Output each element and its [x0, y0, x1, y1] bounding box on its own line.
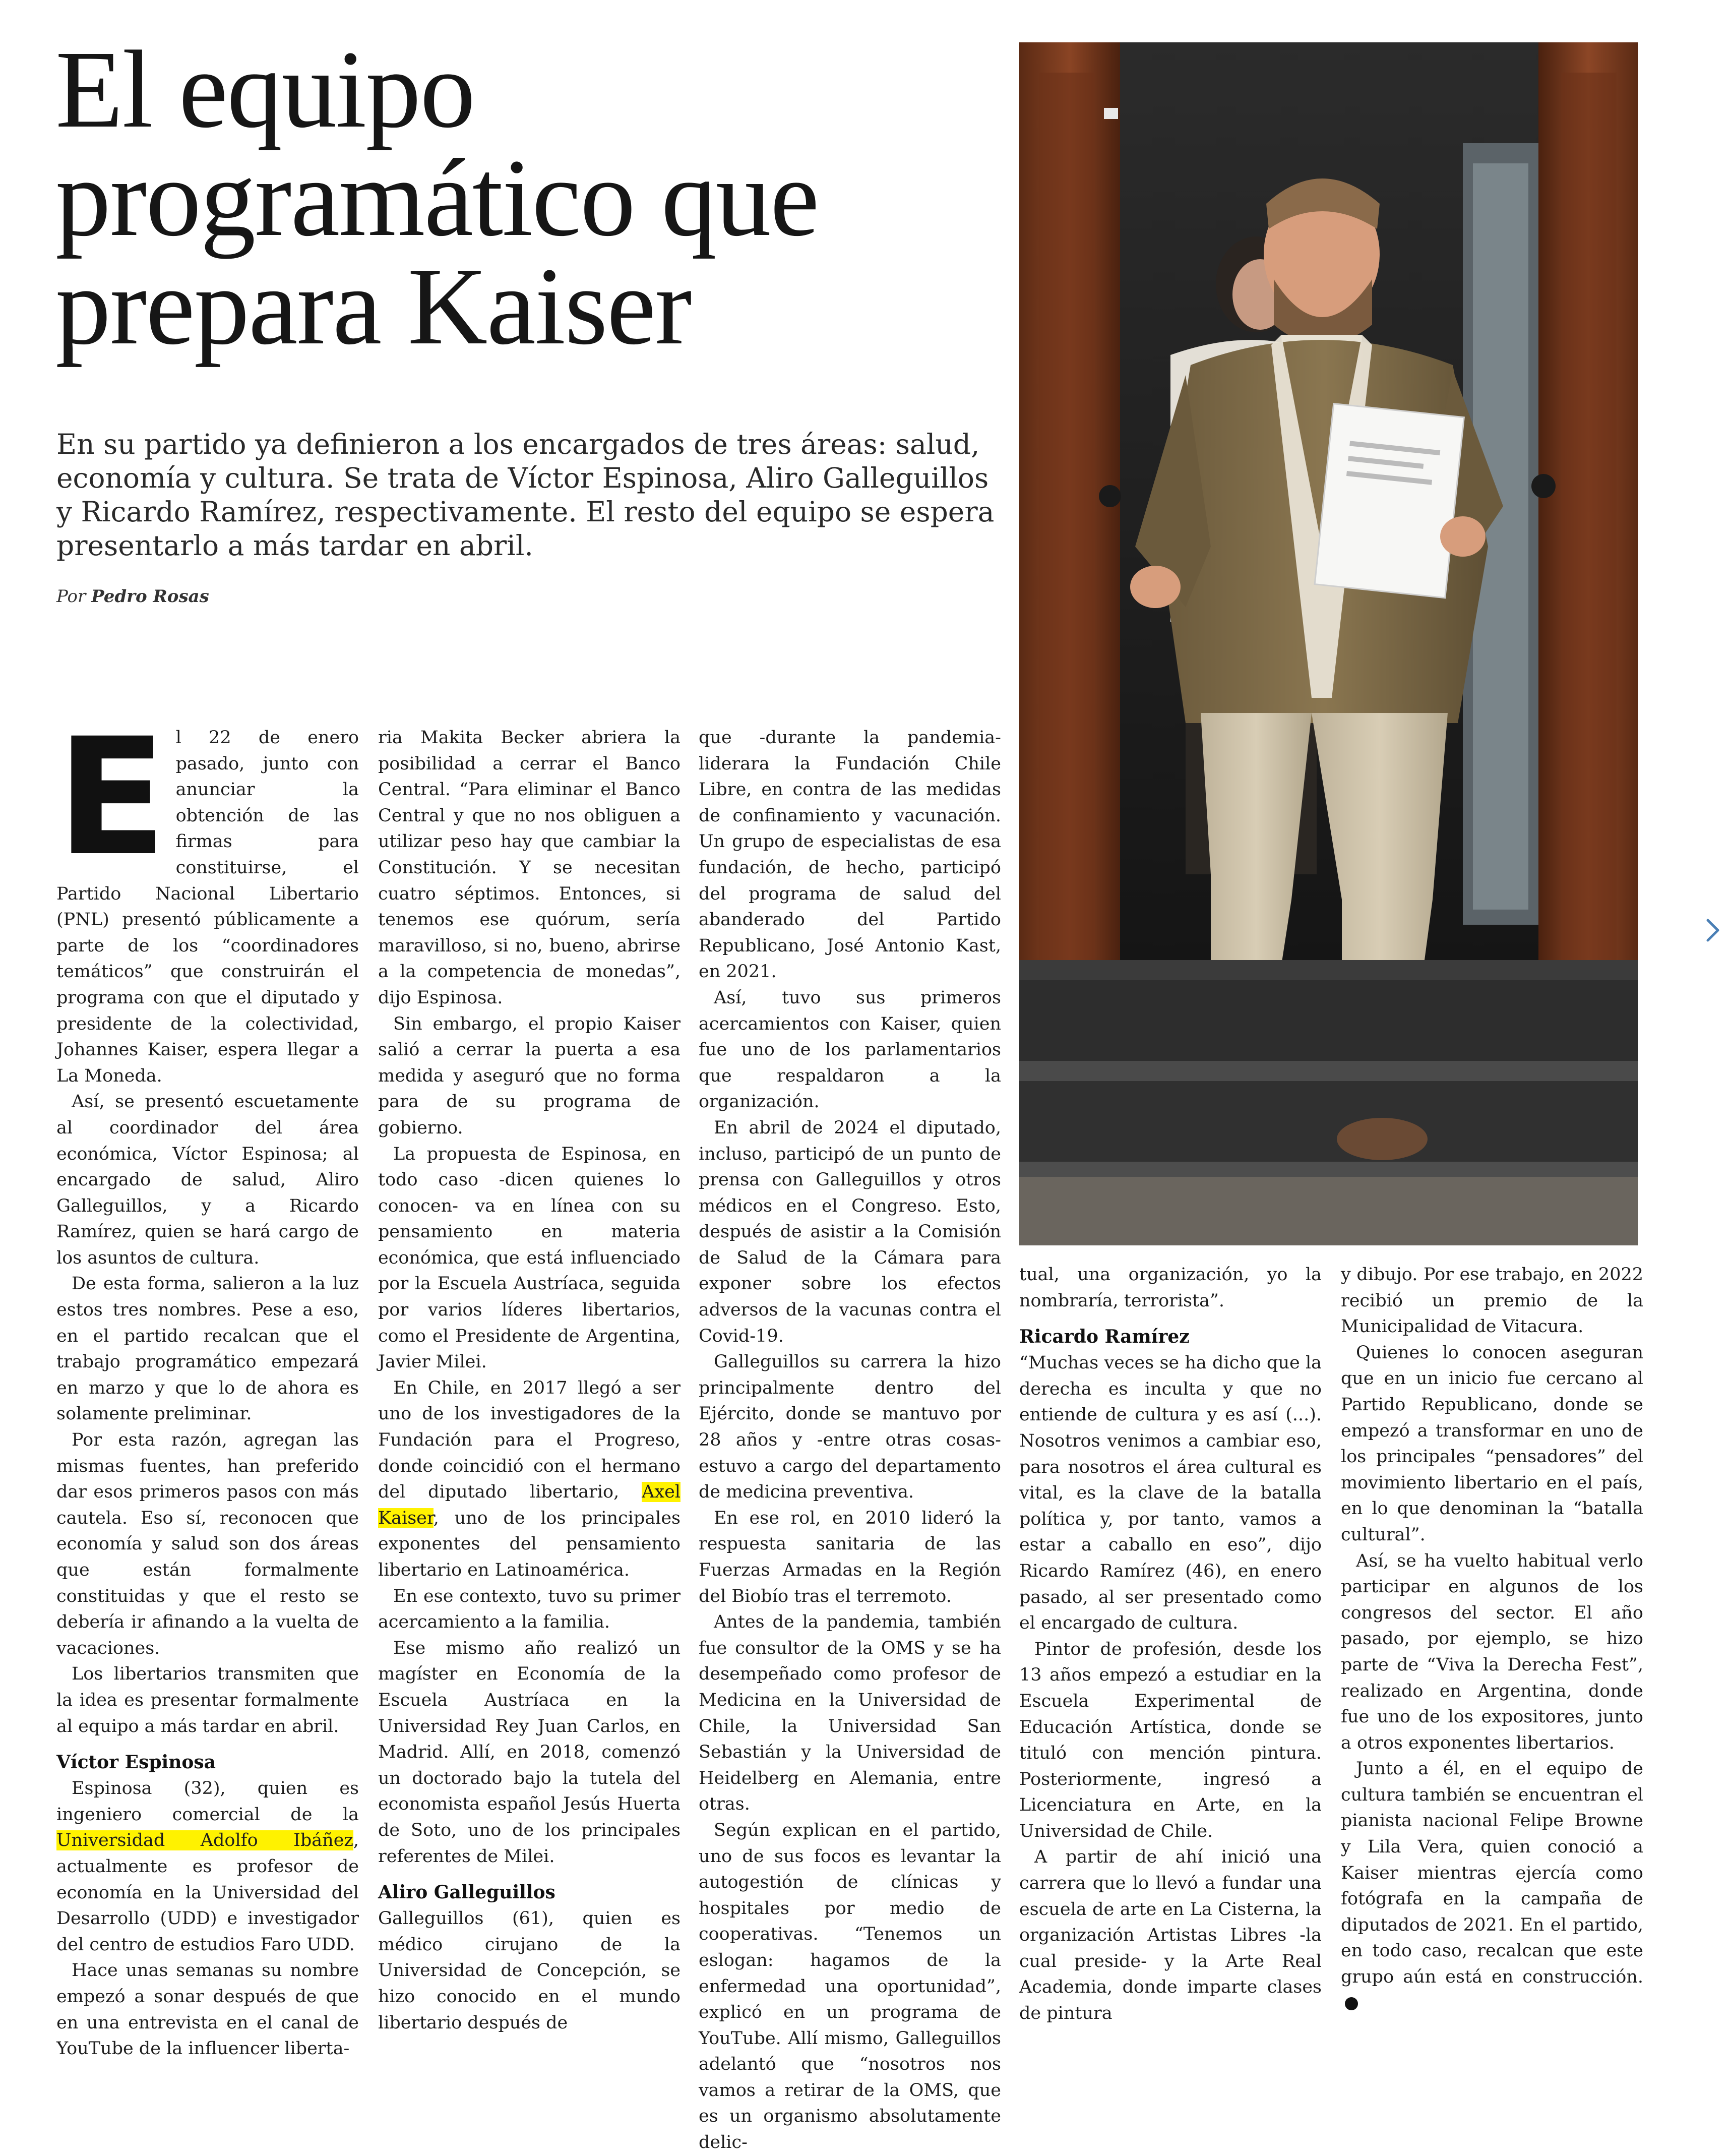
paragraph — [56, 1776, 359, 1958]
paragraph: Así, se ha vuelto habitual verlo participar en algunos de los congresos del sector. El año pasado, por ejemplo, se hizo parte de “Viva la Derecha Fest”, realizado en Argentina, donde fue uno de los expositores, junto a otros exponentes libertarios. — [1341, 1550, 1643, 1753]
headline: El equipo programático que prepara Kaiser — [55, 28, 819, 368]
highlighted-text: Universidad Adolfo Ibáñez — [56, 1830, 353, 1851]
paragraph: tual, una organización, yo la nombraría, terrorista”. — [1019, 1265, 1322, 1311]
paragraph: que -durante la pandemia- liderara la Fundación Chile Libre, en contra de las medidas de confinamiento y vacunación. Un grupo de especialistas de esa fundación, de hecho, participó del programa de salud del abanderado del Partido Republicano, José Antonio Kast, en 2021. — [699, 728, 1001, 982]
paragraph — [378, 1375, 681, 1584]
paragraph-text: l 22 de enero pasado, junto con anunciar la obtención de las firmas para constituirse, el Partido Nacional Libertario (PNL) presentó públicamente a parte de los “coordinadores temáticos” que construirán el programa con que el diputado y presidente de la colectividad, Johannes Kaiser, espera llegar a La Moneda. — [56, 728, 359, 1086]
article-photo — [1019, 42, 1638, 1245]
paragraph: Galleguillos su carrera la hizo principalmente dentro del Ejército, donde se mantuvo por 28 años y -entre otras cosas- estuvo a cargo del departamento de medicina preventiva. — [699, 1352, 1001, 1503]
end-mark-icon — [1345, 1997, 1358, 2010]
paragraph: De esta forma, salieron a la luz estos tres nombres. Pese a eso, en el partido recalcan que el trabajo programático empezará en marzo y que lo de ahora es solamente preliminar. — [56, 1274, 359, 1424]
paragraph — [56, 704, 359, 1089]
paragraph: Ese mismo año realizó un magíster en Economía de la Escuela Austríaca en la Universidad Rey Juan Carlos, en Madrid. Allí, en 2018, comenzó un doctorado bajo la tutela del economista español Jesús Huerta de Soto, uno de los principales referentes de Milei. — [378, 1638, 681, 1867]
paragraph-text: , uno de los principales exponentes del pensamiento libertario en Latinoamérica. — [378, 1508, 681, 1580]
paragraph: A partir de ahí inició una carrera que lo llevó a fundar una escuela de arte en La Cisterna, la organización Artistas Libres -la cual preside- y la Arte Real Academia, donde imparte clases de pintura — [1019, 1847, 1322, 2024]
paragraph-text: Espinosa (32), quien es ingeniero comercial de la — [56, 1778, 359, 1825]
paragraph: Los libertarios transmiten que la idea es presentar formalmente al equipo a más tardar en abril. — [56, 1664, 359, 1736]
lede: En su partido ya definieron a los encargados de tres áreas: salud, economía y cultura. Se trata de Víctor Espinosa, Aliro Galleguillos y Ricardo Ramírez, respectivamente. El resto del equipo se espera presentarlo a más tardar en abril. — [56, 428, 995, 562]
paragraph: Quienes lo conocen aseguran que en un inicio fue cercano al Partido Republicano, donde se empezó a transformar en uno de los principales “pensadores” del movimiento libertario en el país, en lo que denominan la “batalla cultural”. — [1341, 1342, 1643, 1545]
paragraph-text: En Chile, en 2017 llegó a ser uno de los investigadores de la Fundación para el Progreso, donde coincidió con el hermano del diputado libertario, — [378, 1378, 681, 1503]
paragraph: Hace unas semanas su nombre empezó a sonar después de que en una entrevista en el canal de YouTube de la influencer liberta- — [56, 1960, 359, 2059]
paragraph: En ese rol, en 2010 lideró la respuesta sanitaria de las Fuerzas Armadas en la Región del Biobío tras el terremoto. — [699, 1508, 1001, 1606]
subheading-galleguillos: Aliro Galleguillos — [378, 1882, 555, 1903]
paragraph: Pintor de profesión, desde los 13 años empezó a estudiar en la Escuela Experimental de Educación Artística, donde se tituló con mención pintura. Posteriormente, ingresó a Licenciatura en Arte, en la Universidad de Chile. — [1019, 1639, 1322, 1841]
byline-prefix: Por — [56, 586, 86, 607]
subheading-ramirez: Ricardo Ramírez — [1019, 1326, 1190, 1348]
column-2 — [378, 725, 681, 2036]
column-4 — [1019, 1262, 1322, 2027]
paragraph: En ese contexto, tuvo su primer acercamiento a la familia. — [378, 1586, 681, 1633]
paragraph — [1341, 1756, 1643, 2016]
paragraph: Así, se presentó escuetamente al coordinador del área económica, Víctor Espinosa; al encargado de salud, Aliro Galleguillos, y a Ricardo Ramírez, quien se hará cargo de los asuntos de cultura. — [56, 1092, 359, 1268]
paragraph: Por esta razón, agregan las mismas fuentes, han preferido dar esos primeros pasos con más cautela. Eso sí, reconocen que economía y salud son dos áreas que están formalmente constituidas y que el resto se debería ir afinando a la vuelta de vacaciones. — [56, 1430, 359, 1658]
paragraph: “Muchas veces se ha dicho que la derecha es inculta y que no entiende de cultura y es así (...). Nosotros venimos a cambiar eso, para nosotros el área cultural es vital, es la clave de la batalla política y, por tanto, vamos a estar a caballo en eso”, dijo Ricardo Ramírez (46), en enero pasado, al ser presentado como el encargado de cultura. — [1019, 1353, 1322, 1634]
column-1 — [56, 704, 359, 2062]
next-page-button[interactable] — [1703, 915, 1723, 945]
chevron-right-icon — [1703, 915, 1723, 945]
column-3 — [699, 725, 1001, 2156]
paragraph: Galleguillos (61), quien es médico cirujano de la Universidad de Concepción, se hizo conocido en el mundo libertario después de — [378, 1908, 681, 2033]
subheading-espinosa: Víctor Espinosa — [56, 1752, 216, 1773]
paragraph: La propuesta de Espinosa, en todo caso -dicen quienes lo conocen- va en línea con su pensamiento en materia económica, que está influenciado por la Escuela Austríaca, seguida por varios líderes libertarios, como el Presidente de Argentina, Javier Milei. — [378, 1144, 681, 1372]
paragraph: Antes de la pandemia, también fue consultor de la OMS y se ha desempeñado como profesor de Medicina en la Universidad de Chile, la Universidad San Sebastián y la Universidad de Heidelberg en Alemania, entre otras. — [699, 1612, 1001, 1815]
column-5 — [1341, 1262, 1643, 2016]
byline — [56, 586, 209, 607]
paragraph: Así, tuvo sus primeros acercamientos con Kaiser, quien fue uno de los parlamentarios que respaldaron a la organización. — [699, 987, 1001, 1112]
paragraph-text: Junto a él, en el equipo de cultura también se encuentran el pianista nacional Felipe Browne y Lila Vera, quien conoció a Kaiser mientras ejercía como fotógrafa en la campaña de diputados de 2021. En el partido, en todo caso, recalcan que este grupo aún está en construcción. — [1341, 1759, 1643, 1988]
paragraph: Según explican en el partido, uno de sus focos es levantar la autogestión de clínicas y hospitales por medio de cooperativas. “Tenemos un eslogan: hagamos de la enfermedad una oportunidad”, explicó en un programa de YouTube. Allí mismo, Galleguillos adelantó que “nosotros nos vamos a retirar de la OMS, que es un organismo absolutamente delic- — [699, 1820, 1001, 2153]
paragraph-text: , actualmente es profesor de economía en la Universidad del Desarrollo (UDD) e investigador del centro de estudios Faro UDD. — [56, 1830, 359, 1955]
highlighted-text: Axel Kaiser — [378, 1482, 681, 1528]
paragraph: En abril de 2024 el diputado, incluso, participó de un punto de prensa con Galleguillos y otros médicos en el Congreso. Esto, después de asistir a la Comisión de Salud de la Cámara para exponer sobre los efectos adversos de la vacunas contra el Covid-19. — [699, 1117, 1001, 1346]
paragraph: y dibujo. Por ese trabajo, en 2022 recibió un premio de la Municipalidad de Vitacura. — [1341, 1265, 1643, 1337]
paragraph: Sin embargo, el propio Kaiser salió a cerrar la puerta a esa medida y aseguró que no forma para de su programa de gobierno. — [378, 1013, 681, 1138]
paragraph: ria Makita Becker abriera la posibilidad a cerrar el Banco Central. “Para eliminar el Banco Central y que no nos obliguen a utilizar peso hay que cambiar la Constitución. Y se necesitan cuatro séptimos. Entonces, si tenemos ese quórum, sería maravilloso, si no, bueno, abrirse a la competencia de monedas”, dijo Espinosa. — [378, 728, 681, 1008]
dropcap: E — [56, 704, 167, 891]
byline-author: Pedro Rosas — [91, 586, 209, 607]
